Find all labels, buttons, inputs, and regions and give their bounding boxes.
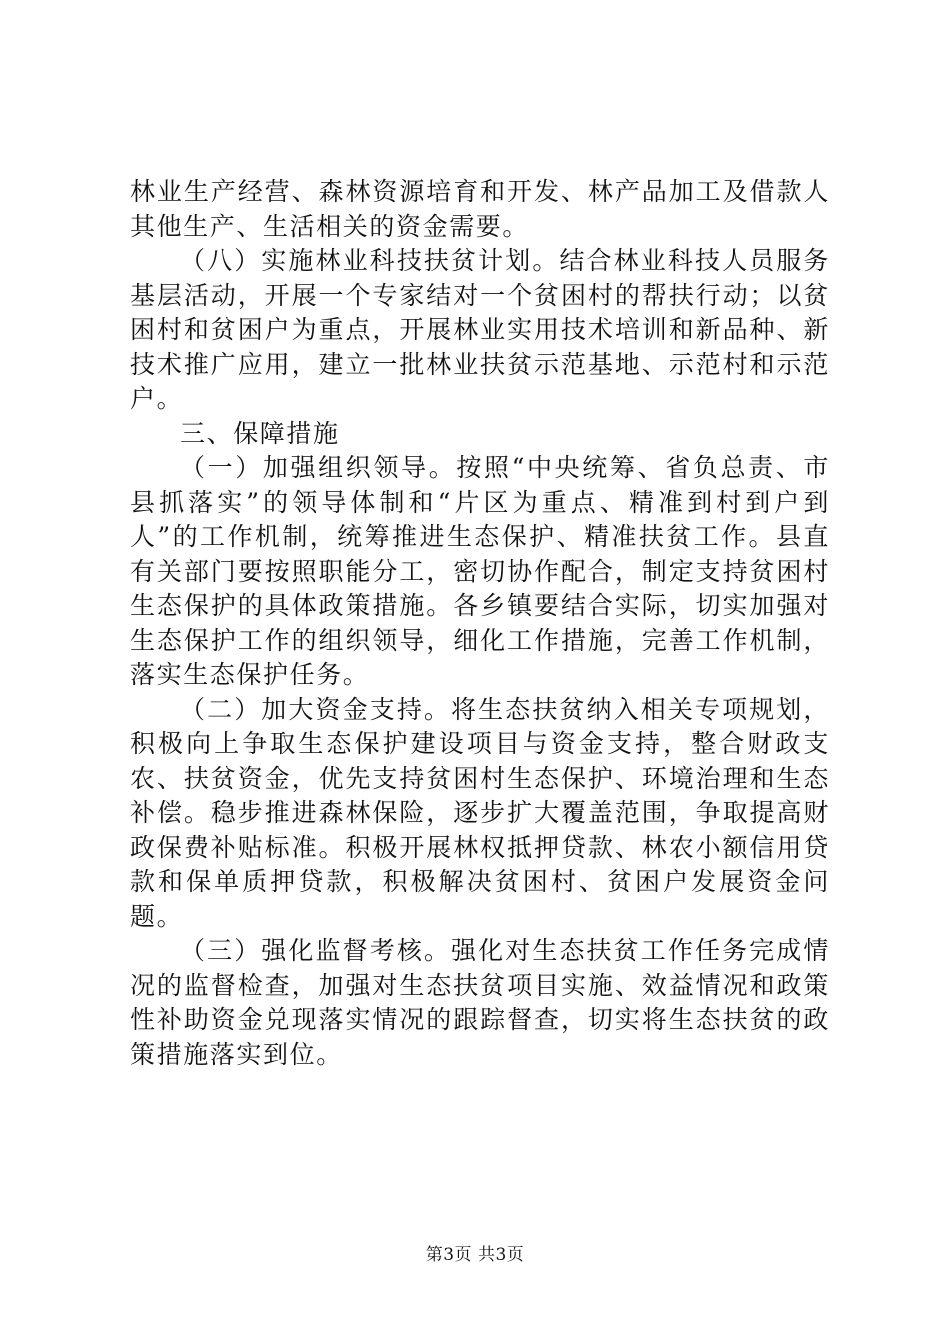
document-body xyxy=(130,175,830,1072)
paragraph-forestry-tech-plan: （八）实施林业科技扶贫计划。结合林业科技人员服务基层活动，开展一个专家结对一个贫困村的帮扶行动；以贫困村和贫困户为重点，开展林业实用技术培训和新品种、新技术推广应用，建立一批林业扶贫示范基地、示范村和示范户。 xyxy=(130,246,830,413)
section-heading-safeguards: 三、保障措施 xyxy=(180,418,340,448)
paragraph-continuation: 林业生产经营、森林资源培育和开发、林产品加工及借款人其他生产、生活相关的资金需要。 xyxy=(130,177,830,241)
paragraph-funding-support: （二）加大资金支持。将生态扶贫纳入相关专项规划，积极向上争取生态保护建设项目与资金支持，整合财政支农、扶贫资金，优先支持贫困村生态保护、环境治理和生态补偿。稳步推进森林保险，逐步扩大覆盖范围，争取提高财政保费补贴标准。积极开展林权抵押贷款、林农小额信用贷款和保单质押贷款，积极解决贫困村、贫困户发展资金问题。 xyxy=(130,694,830,931)
paragraph-organization-leadership: （一）加强组织领导。按照“中央统筹、省负总责、市县抓落实”的领导体制和“片区为重点、精准到村到户到人”的工作机制，统筹推进生态保护、精准扶贫工作。县直有关部门要按照职能分工，密切协作配合，制定支持贫困村生态保护的具体政策措施。各乡镇要结合实际，切实加强对生态保护工作的组织领导，细化工作措施，完善工作机制，落实生态保护任务。 xyxy=(130,453,830,689)
paragraph-supervision-assessment: （三）强化监督考核。强化对生态扶贫工作任务完成情况的监督检查，加强对生态扶贫项目实施、效益情况和政策性补助资金兑现落实情况的跟踪督查，切实将生态扶贫的政策措施落实到位。 xyxy=(130,936,830,1069)
page-number-footer: 第3页 共3页 xyxy=(425,1245,525,1265)
